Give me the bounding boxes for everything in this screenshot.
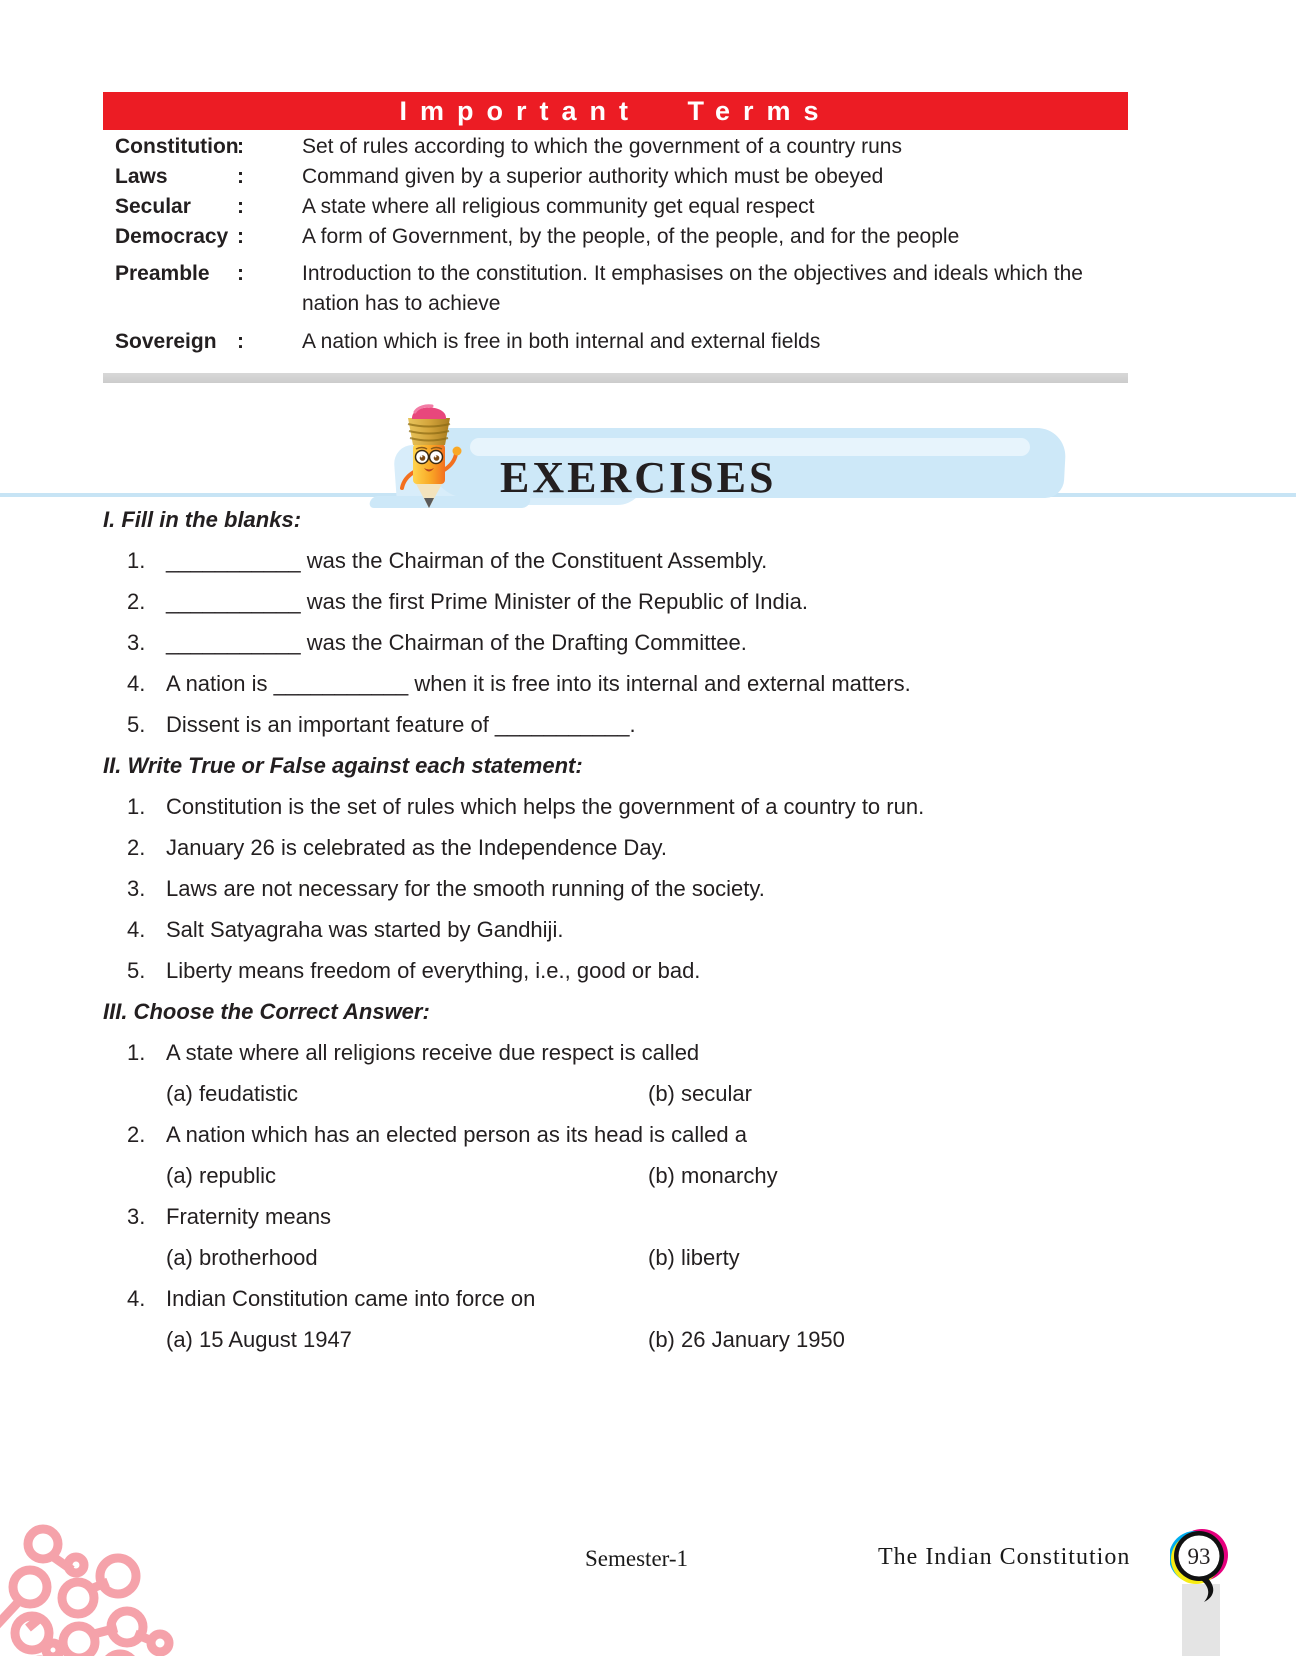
section-heading-fill-blanks: I. Fill in the blanks: xyxy=(103,507,302,532)
term-name: Secular xyxy=(115,195,191,218)
question-item xyxy=(103,1287,1196,1311)
option-b: (b) secular xyxy=(648,1081,752,1106)
question-number: 2. xyxy=(127,1122,146,1147)
question-text: Fraternity means xyxy=(166,1204,332,1229)
term-row xyxy=(115,132,1116,162)
important-terms-title: Important Terms xyxy=(399,95,832,126)
section-heading-mcq: III. Choose the Correct Answer: xyxy=(103,999,430,1024)
option-b: (b) monarchy xyxy=(648,1163,778,1188)
page-number-badge xyxy=(1170,1524,1230,1604)
question-item xyxy=(103,836,1196,860)
term-definition: Introduction to the constitution. It emphasises on the objectives and ideals which the nation has to achieve xyxy=(302,262,1083,315)
question-number: 2. xyxy=(127,589,146,614)
question-text: A nation which has an elected person as its head is called a xyxy=(166,1122,747,1147)
question-number: 3. xyxy=(127,1204,146,1229)
question-number: 3. xyxy=(127,630,146,655)
question-item xyxy=(103,877,1196,901)
important-terms-section xyxy=(103,92,1128,383)
term-row xyxy=(115,162,1116,192)
question-text: Laws are not necessary for the smooth running of the society. xyxy=(166,876,765,901)
question-item xyxy=(103,1205,1196,1229)
question-text: ___________ was the first Prime Minister of the Republic of India. xyxy=(166,589,809,614)
page-number-text: 93 xyxy=(1187,1544,1211,1569)
term-name: Sovereign xyxy=(115,330,217,353)
question-item xyxy=(103,918,1196,942)
option-a: (a) 15 August 1947 xyxy=(166,1327,352,1352)
question-number: 4. xyxy=(127,671,146,696)
terms-divider-bar xyxy=(103,373,1128,383)
term-colon: : xyxy=(237,225,244,248)
question-number: 1. xyxy=(127,548,146,573)
term-definition: A nation which is free in both internal and external fields xyxy=(302,330,821,353)
question-item xyxy=(103,631,1196,655)
question-text: Indian Constitution came into force on xyxy=(166,1286,536,1311)
exercises-content xyxy=(103,508,1196,1369)
question-number: 4. xyxy=(127,1286,146,1311)
term-colon: : xyxy=(237,262,244,285)
term-definition: Command given by a superior authority which must be obeyed xyxy=(302,165,884,188)
term-definition: Set of rules according to which the government of a country runs xyxy=(302,135,902,158)
question-text: ___________ was the Chairman of the Drafting Committee. xyxy=(166,630,747,655)
question-item xyxy=(103,713,1196,737)
question-item xyxy=(103,549,1196,573)
question-text: Liberty means freedom of everything, i.e., good or bad. xyxy=(166,958,701,983)
question-text: Dissent is an important feature of ___________. xyxy=(166,712,636,737)
section-heading-true-false: II. Write True or False against each statement: xyxy=(103,753,583,778)
footer-chapter-title: The Indian Constitution xyxy=(878,1544,1131,1570)
question-number: 5. xyxy=(127,958,146,983)
term-definition: A form of Government, by the people, of the people, and for the people xyxy=(302,225,960,248)
question-number: 1. xyxy=(127,1040,146,1065)
question-item xyxy=(103,590,1196,614)
terms-list xyxy=(103,132,1128,357)
term-definition: A state where all religious community get equal respect xyxy=(302,195,815,218)
term-name: Laws xyxy=(115,165,168,188)
term-row xyxy=(115,327,1116,357)
important-terms-banner xyxy=(103,92,1128,130)
question-text: Salt Satyagraha was started by Gandhiji. xyxy=(166,917,564,942)
question-item xyxy=(103,795,1196,819)
pencil-mascot-icon xyxy=(388,400,470,512)
question-number: 5. xyxy=(127,712,146,737)
term-row xyxy=(115,259,1116,319)
question-number: 3. xyxy=(127,876,146,901)
term-colon: : xyxy=(237,165,244,188)
exercises-title: EXERCISES xyxy=(500,453,777,502)
question-text: A state where all religions receive due respect is called xyxy=(166,1040,700,1065)
option-row xyxy=(103,1246,1196,1270)
term-name: Preamble xyxy=(115,262,210,285)
term-colon: : xyxy=(237,195,244,218)
question-item xyxy=(103,1123,1196,1147)
option-row xyxy=(103,1328,1196,1352)
option-row xyxy=(103,1164,1196,1188)
question-item xyxy=(103,959,1196,983)
term-colon: : xyxy=(237,330,244,353)
question-number: 1. xyxy=(127,794,146,819)
option-a: (a) feudatistic xyxy=(166,1081,299,1106)
question-text: A nation is ___________ when it is free into its internal and external matters. xyxy=(166,671,911,696)
question-text: ___________ was the Chairman of the Constituent Assembly. xyxy=(166,548,768,573)
option-row xyxy=(103,1082,1196,1106)
question-item xyxy=(103,1041,1196,1065)
question-text: Constitution is the set of rules which helps the government of a country to run. xyxy=(166,794,925,819)
term-row xyxy=(115,192,1116,222)
term-colon: : xyxy=(237,135,244,158)
question-text: January 26 is celebrated as the Independence Day. xyxy=(166,835,668,860)
term-row xyxy=(115,222,1116,252)
question-number: 2. xyxy=(127,835,146,860)
term-name: Democracy xyxy=(115,225,229,248)
question-item xyxy=(103,672,1196,696)
option-a: (a) brotherhood xyxy=(166,1245,318,1270)
term-name: Constitution xyxy=(115,135,239,158)
option-b: (b) 26 January 1950 xyxy=(648,1327,845,1352)
footer-semester-label: Semester-1 xyxy=(585,1546,689,1571)
question-number: 4. xyxy=(127,917,146,942)
molecule-decoration xyxy=(0,1430,230,1656)
option-b: (b) liberty xyxy=(648,1245,740,1270)
option-a: (a) republic xyxy=(166,1163,277,1188)
